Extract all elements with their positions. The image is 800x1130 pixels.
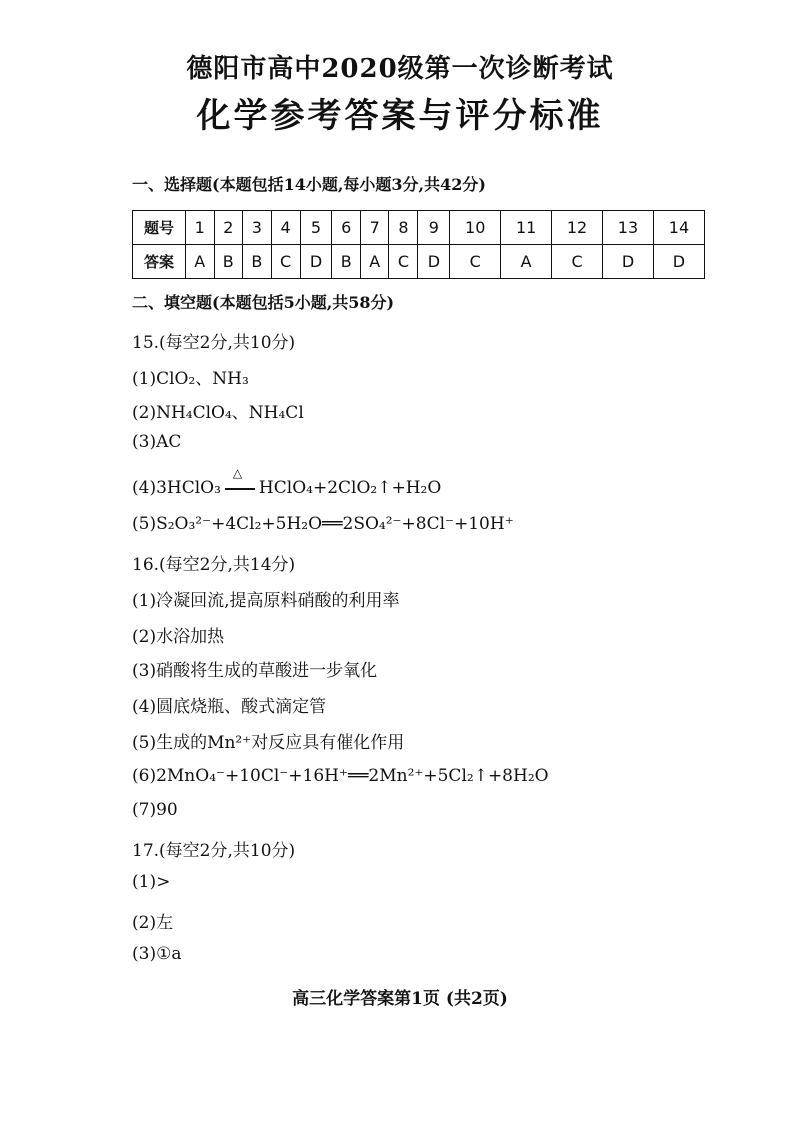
question-number-cell: 4 (271, 211, 300, 245)
q15-answer-3: (3)AC (132, 432, 182, 452)
question-number-cell: 1 (186, 211, 215, 245)
q15-answer-5: (5)S₂O₃²⁻+4Cl₂+5H₂O══2SO₄²⁻+8Cl⁻+10H⁺ (132, 514, 514, 534)
exam-title: 德阳市高中2020级第一次诊断考试 (186, 54, 614, 84)
answer-cell: B (214, 245, 243, 279)
q17-answer-1: (1)> (132, 872, 171, 892)
answer-key-title: 化学参考答案与评分标准 (196, 96, 604, 136)
q16-answer-3: (3)硝酸将生成的草酸进一步氧化 (132, 661, 378, 681)
heat-condition-arrow (223, 466, 257, 498)
question-number-cell: 5 (300, 211, 332, 245)
answer-cell: D (653, 245, 704, 279)
q15-answer-4-products: HClO₄+2ClO₂↑+H₂O (258, 478, 442, 498)
question-number-cell: 2 (214, 211, 243, 245)
answer-cell: B (243, 245, 272, 279)
answer-cell: C (389, 245, 418, 279)
question-number-cell: 13 (603, 211, 654, 245)
row-label-answer: 答案 (133, 245, 186, 279)
answer-cell: A (186, 245, 215, 279)
q16-answer-5: (5)生成的Mn²⁺对反应具有催化作用 (132, 733, 405, 753)
q16-title: 16.(每空2分,共14分) (132, 555, 296, 575)
q15-answer-4 (132, 466, 442, 498)
row-label-number: 题号 (133, 211, 186, 245)
answer-cell: D (603, 245, 654, 279)
section-1-heading: 一、选择题(本题包括14小题,每小题3分,共42分) (132, 175, 486, 194)
heat-symbol-icon: △ (232, 466, 243, 480)
q17-answer-2: (2)左 (132, 913, 174, 933)
question-number-cell: 8 (389, 211, 418, 245)
answer-cell: A (501, 245, 552, 279)
answer-cell: C (552, 245, 603, 279)
answer-cell: C (450, 245, 501, 279)
answer-cell: D (300, 245, 332, 279)
section-2-heading: 二、填空题(本题包括5小题,共58分) (132, 293, 395, 312)
answer-cell: D (418, 245, 450, 279)
answer-cell: B (332, 245, 361, 279)
equals-bar (225, 488, 255, 490)
q15-answer-4-reactant: (4)3HClO₃ (132, 478, 221, 498)
question-number-cell: 9 (418, 211, 450, 245)
q16-answer-7: (7)90 (132, 800, 178, 820)
question-number-cell: 12 (552, 211, 603, 245)
answer-table (132, 210, 705, 279)
q17-answer-3: (3)①a (132, 944, 182, 964)
question-number-cell: 6 (332, 211, 361, 245)
question-number-cell: 3 (243, 211, 272, 245)
question-number-row (133, 211, 705, 245)
q16-answer-6: (6)2MnO₄⁻+10Cl⁻+16H⁺══2Mn²⁺+5Cl₂↑+8H₂O (132, 766, 549, 786)
q15-answer-1: (1)ClO₂、NH₃ (132, 369, 249, 389)
question-number-cell: 7 (360, 211, 389, 245)
answer-cell: C (271, 245, 300, 279)
q16-answer-2: (2)水浴加热 (132, 627, 225, 647)
answer-row (133, 245, 705, 279)
q16-answer-4: (4)圆底烧瓶、酸式滴定管 (132, 697, 327, 717)
q16-answer-1: (1)冷凝回流,提高原料硝酸的利用率 (132, 591, 400, 611)
q17-title: 17.(每空2分,共10分) (132, 841, 296, 861)
page-footer: 高三化学答案第1页 (共2页) (292, 989, 508, 1009)
q15-title: 15.(每空2分,共10分) (132, 333, 296, 353)
question-number-cell: 14 (653, 211, 704, 245)
answer-cell: A (360, 245, 389, 279)
question-number-cell: 11 (501, 211, 552, 245)
question-number-cell: 10 (450, 211, 501, 245)
q15-answer-2: (2)NH₄ClO₄、NH₄Cl (132, 403, 304, 423)
